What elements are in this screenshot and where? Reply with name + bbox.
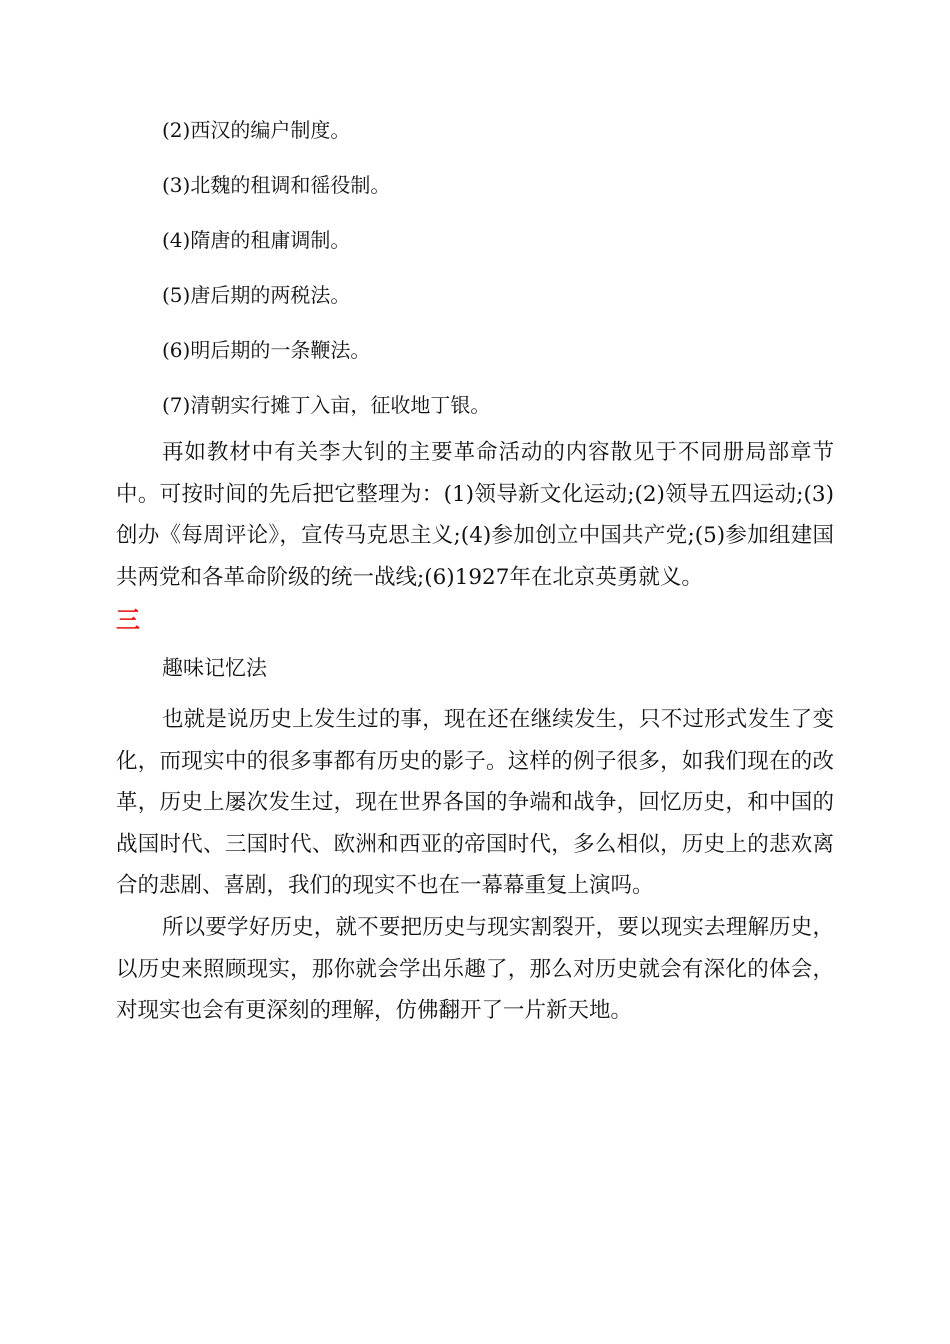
list-item: (2)西汉的编户制度。 bbox=[162, 118, 351, 142]
section-title: 趣味记忆法 bbox=[162, 656, 267, 680]
list-item: (4)隋唐的租庸调制。 bbox=[162, 228, 351, 252]
list-item: (5)唐后期的两税法。 bbox=[162, 283, 351, 307]
list-item: (3)北魏的租调和徭役制。 bbox=[162, 173, 391, 197]
list-item: (6)明后期的一条鞭法。 bbox=[162, 338, 371, 362]
section-number-heading: 三 bbox=[116, 605, 140, 634]
paragraph-history-reality: 也就是说历史上发生过的事，现在还在继续发生，只不过形式发生了变化，而现实中的很多事都有历史的影子。这样的例子很多，如我们现在的改革，历史上屡次发生过，现在世界各国的争端和战争，回忆历史，和中国的战国时代、三国时代、欧洲和西亚的帝国时代，多么相似，历史上的悲欢离合的悲剧、喜剧，我们的现实不也在一幕幕重复上演吗。 bbox=[116, 707, 834, 898]
paragraph-conclusion: 所以要学好历史，就不要把历史与现实割裂开，要以现实去理解历史，以历史来照顾现实，那你就会学出乐趣了，那么对历史就会有深化的体会，对现实也会有更深刻的理解，仿佛翻开了一片新天地。 bbox=[116, 915, 834, 1023]
paragraph-li-dazhao: 再如教材中有关李大钊的主要革命活动的内容散见于不同册局部章节中。可按时间的先后把它整理为：(1)领导新文化运动;(2)领导五四运动;(3)创办《每周评论》，宣传马克思主义;(4)参加创立中国共产党;(5)参加组建国共两党和各革命阶级的统一战线;(6)1927年在北京英勇就义。 bbox=[116, 440, 834, 590]
list-item: (7)清朝实行摊丁入亩，征收地丁银。 bbox=[162, 393, 491, 417]
